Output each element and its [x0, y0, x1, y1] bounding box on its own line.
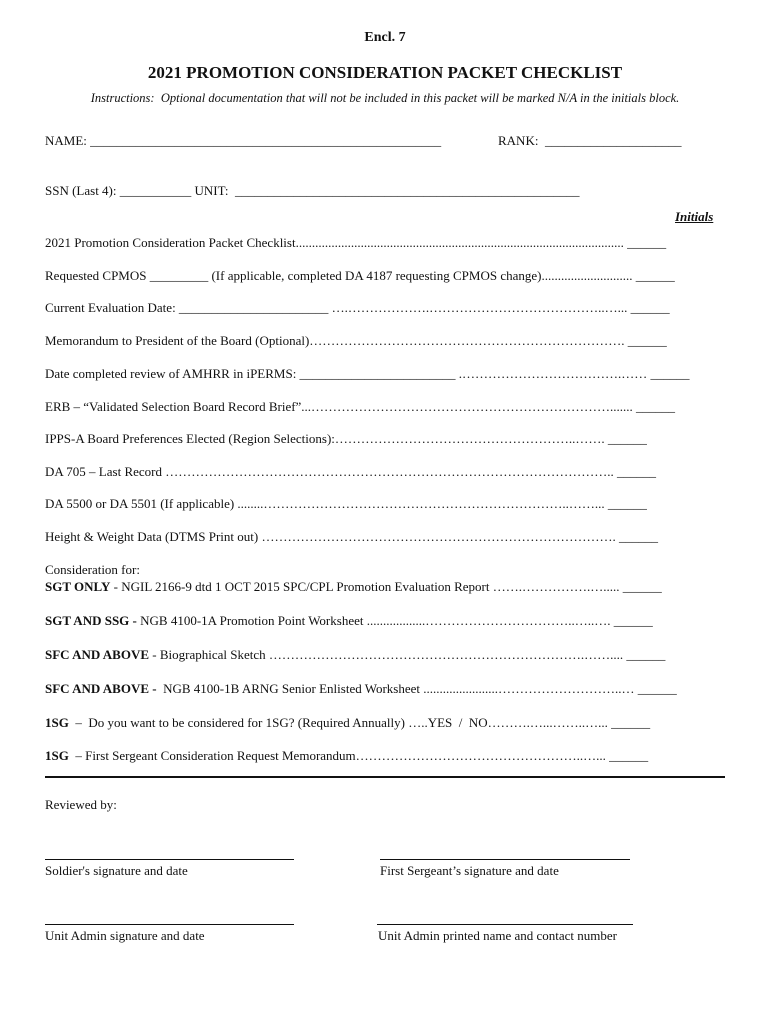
- checklist-item[interactable]: Height & Weight Data (DTMS Print out) ………………………………………………………………………. ______: [45, 529, 658, 544]
- consideration-grade: SGT AND SSG -: [45, 613, 137, 628]
- checklist-item[interactable]: Memorandum to President of the Board (Optional)………………………………………………………………. ______: [45, 333, 667, 348]
- checklist-item[interactable]: IPPS-A Board Preferences Elected (Region Selections):………………………………………………..……. ______: [45, 431, 647, 446]
- consideration-text: NGB 4100-1A Promotion Point Worksheet ..................……………………………..…..…. ______: [136, 613, 653, 628]
- consideration-item[interactable]: [45, 613, 725, 629]
- consideration-grade: 1SG: [45, 748, 69, 763]
- instructions-text: Instructions: Optional documentation that will not be included in this packet will be marked N/A in the initials block.: [90, 91, 680, 105]
- unit-admin-signature-label: Unit Admin signature and date: [45, 928, 205, 943]
- consideration-grade: SFC AND ABOVE: [45, 647, 150, 662]
- enclosure-label: Encl. 7: [364, 30, 406, 45]
- consideration-item[interactable]: [45, 715, 725, 731]
- soldier-signature-label: Soldier's signature and date: [45, 863, 188, 878]
- page-title: 2021 PROMOTION CONSIDERATION PACKET CHECKLIST: [147, 63, 623, 82]
- consideration-text: - NGIL 2166-9 dtd 1 OCT 2015 SPC/CPL Promotion Evaluation Report …….…………….…..... ______: [110, 579, 662, 594]
- consideration-text: – First Sergeant Consideration Request Memorandum……………………………………………..…... ______: [68, 748, 649, 763]
- checklist-item[interactable]: DA 5500 or DA 5501 (If applicable) ........……………………………………………………………..……... ______: [45, 496, 647, 511]
- checklist-item[interactable]: 2021 Promotion Consideration Packet Checklist..................................................................................................... ______: [45, 235, 667, 250]
- section-divider: [45, 776, 725, 778]
- first-sergeant-signature-label: First Sergeant’s signature and date: [380, 863, 559, 878]
- consideration-text: - Biographical Sketch ……………………………………………………………….…….... ______: [149, 647, 666, 662]
- ssn-unit-field[interactable]: SSN (Last 4): ___________ UNIT: _____________________________________________________: [45, 183, 580, 198]
- checklist-item[interactable]: Requested CPMOS _________ (If applicable, completed DA 4187 requesting CPMOS change)............................ ______: [45, 268, 675, 283]
- consideration-item[interactable]: [45, 579, 725, 595]
- consideration-text: – Do you want to be considered for 1SG? (Required Annually) …..YES / NO……….…...……..…... ______: [68, 715, 651, 730]
- soldier-signature-line[interactable]: [45, 859, 294, 860]
- rank-field[interactable]: RANK: _____________________: [498, 133, 682, 148]
- unit-admin-name-line[interactable]: [377, 924, 633, 925]
- first-sergeant-signature-line[interactable]: [380, 859, 630, 860]
- checklist-item[interactable]: Current Evaluation Date: _______________________ ….……………….…………………………………..…... ______: [45, 300, 670, 315]
- unit-admin-signature-line[interactable]: [45, 924, 294, 925]
- consideration-grade: SGT ONLY: [45, 579, 111, 594]
- unit-admin-name-label: Unit Admin printed name and contact number: [378, 928, 617, 943]
- checklist-item[interactable]: DA 705 – Last Record ………………………………………………………………………………………….. ______: [45, 464, 656, 479]
- consideration-grade: SFC AND ABOVE -: [45, 681, 157, 696]
- consideration-grade: 1SG: [45, 715, 69, 730]
- consideration-item[interactable]: [45, 681, 725, 697]
- consideration-item[interactable]: [45, 647, 725, 663]
- initials-header: Initials: [675, 209, 714, 224]
- checklist-item[interactable]: ERB – “Validated Selection Board Record Brief”...……………………………………………………………....... ______: [45, 399, 676, 414]
- consideration-item[interactable]: [45, 748, 725, 764]
- checklist-item[interactable]: Date completed review of AMHRR in iPERMS: ________________________ .……………………………….…… ______: [45, 366, 690, 381]
- consideration-heading: Consideration for:: [45, 562, 140, 577]
- reviewed-by-label: Reviewed by:: [45, 797, 117, 812]
- consideration-text: NGB 4100-1B ARNG Senior Enlisted Worksheet .......................………………………..… ______: [156, 681, 677, 696]
- name-field[interactable]: NAME: ______________________________________________________: [45, 133, 442, 148]
